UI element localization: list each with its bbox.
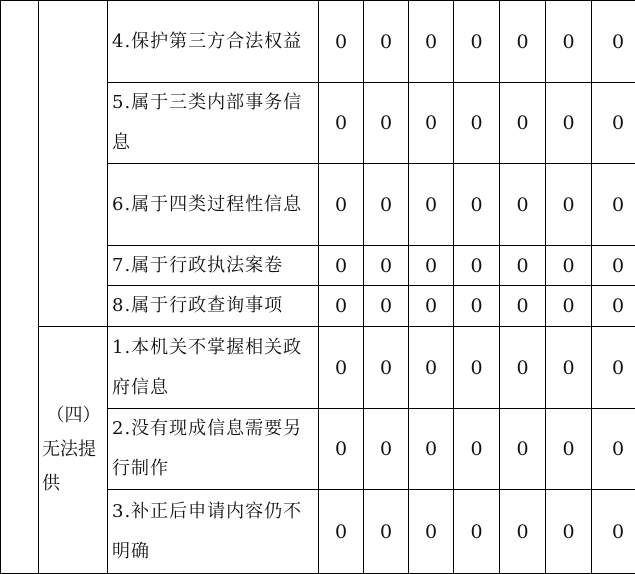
value-cell: 0 bbox=[592, 286, 635, 327]
value-cell: 0 bbox=[592, 1, 635, 83]
row-label: 8.属于行政查询事项 bbox=[108, 286, 319, 327]
value-cell: 0 bbox=[592, 490, 635, 574]
value-cell: 0 bbox=[364, 409, 409, 490]
row-label: 5.属于三类内部事务信息 bbox=[108, 83, 319, 164]
value-cell: 0 bbox=[546, 1, 592, 83]
value-cell: 0 bbox=[319, 83, 364, 164]
value-cell: 0 bbox=[454, 286, 500, 327]
value-cell: 0 bbox=[546, 327, 592, 409]
value-cell: 0 bbox=[319, 164, 364, 246]
value-cell: 0 bbox=[454, 327, 500, 409]
value-cell: 0 bbox=[500, 490, 546, 574]
table-row bbox=[1, 327, 635, 409]
value-cell: 0 bbox=[546, 286, 592, 327]
value-cell: 0 bbox=[592, 83, 635, 164]
row-label: 6.属于四类过程性信息 bbox=[108, 164, 319, 246]
row-label: 7.属于行政执法案卷 bbox=[108, 246, 319, 286]
value-cell: 0 bbox=[319, 327, 364, 409]
value-cell: 0 bbox=[500, 83, 546, 164]
category-text: 无法提供 bbox=[42, 439, 96, 494]
value-cell: 0 bbox=[409, 327, 454, 409]
value-cell: 0 bbox=[409, 286, 454, 327]
value-cell: 0 bbox=[364, 327, 409, 409]
value-cell: 0 bbox=[364, 246, 409, 286]
value-cell: 0 bbox=[454, 409, 500, 490]
value-cell: 0 bbox=[319, 409, 364, 490]
value-cell: 0 bbox=[546, 164, 592, 246]
category-title: （四） bbox=[42, 399, 105, 433]
value-cell: 0 bbox=[500, 246, 546, 286]
value-cell: 0 bbox=[454, 1, 500, 83]
value-cell: 0 bbox=[409, 490, 454, 574]
value-cell: 0 bbox=[546, 409, 592, 490]
value-cell: 0 bbox=[364, 286, 409, 327]
value-cell: 0 bbox=[546, 246, 592, 286]
value-cell: 0 bbox=[454, 490, 500, 574]
value-cell: 0 bbox=[454, 164, 500, 246]
value-cell: 0 bbox=[409, 83, 454, 164]
value-cell: 0 bbox=[546, 83, 592, 164]
value-cell: 0 bbox=[500, 327, 546, 409]
value-cell: 0 bbox=[592, 409, 635, 490]
value-cell: 0 bbox=[546, 490, 592, 574]
value-cell: 0 bbox=[364, 83, 409, 164]
row-label: 3.补正后申请内容仍不明确 bbox=[108, 490, 319, 574]
value-cell: 0 bbox=[592, 246, 635, 286]
outer-category-cell bbox=[1, 1, 39, 574]
table-row bbox=[1, 1, 635, 83]
value-cell: 0 bbox=[364, 164, 409, 246]
value-cell: 0 bbox=[500, 286, 546, 327]
value-cell: 0 bbox=[500, 1, 546, 83]
value-cell: 0 bbox=[592, 327, 635, 409]
value-cell: 0 bbox=[409, 409, 454, 490]
value-cell: 0 bbox=[364, 1, 409, 83]
value-cell: 0 bbox=[319, 1, 364, 83]
value-cell: 0 bbox=[409, 246, 454, 286]
value-cell: 0 bbox=[409, 1, 454, 83]
row-label: 4.保护第三方合法权益 bbox=[108, 1, 319, 83]
value-cell: 0 bbox=[319, 286, 364, 327]
value-cell: 0 bbox=[454, 246, 500, 286]
value-cell: 0 bbox=[409, 164, 454, 246]
row-label: 1.本机关不掌握相关政府信息 bbox=[108, 327, 319, 409]
value-cell: 0 bbox=[319, 246, 364, 286]
value-cell: 0 bbox=[500, 409, 546, 490]
value-cell: 0 bbox=[319, 490, 364, 574]
value-cell: 0 bbox=[592, 164, 635, 246]
value-cell: 0 bbox=[454, 83, 500, 164]
category-cell bbox=[39, 327, 108, 574]
row-label: 2.没有现成信息需要另行制作 bbox=[108, 409, 319, 490]
value-cell: 0 bbox=[364, 490, 409, 574]
category-cell-blank bbox=[39, 1, 108, 327]
value-cell: 0 bbox=[500, 164, 546, 246]
